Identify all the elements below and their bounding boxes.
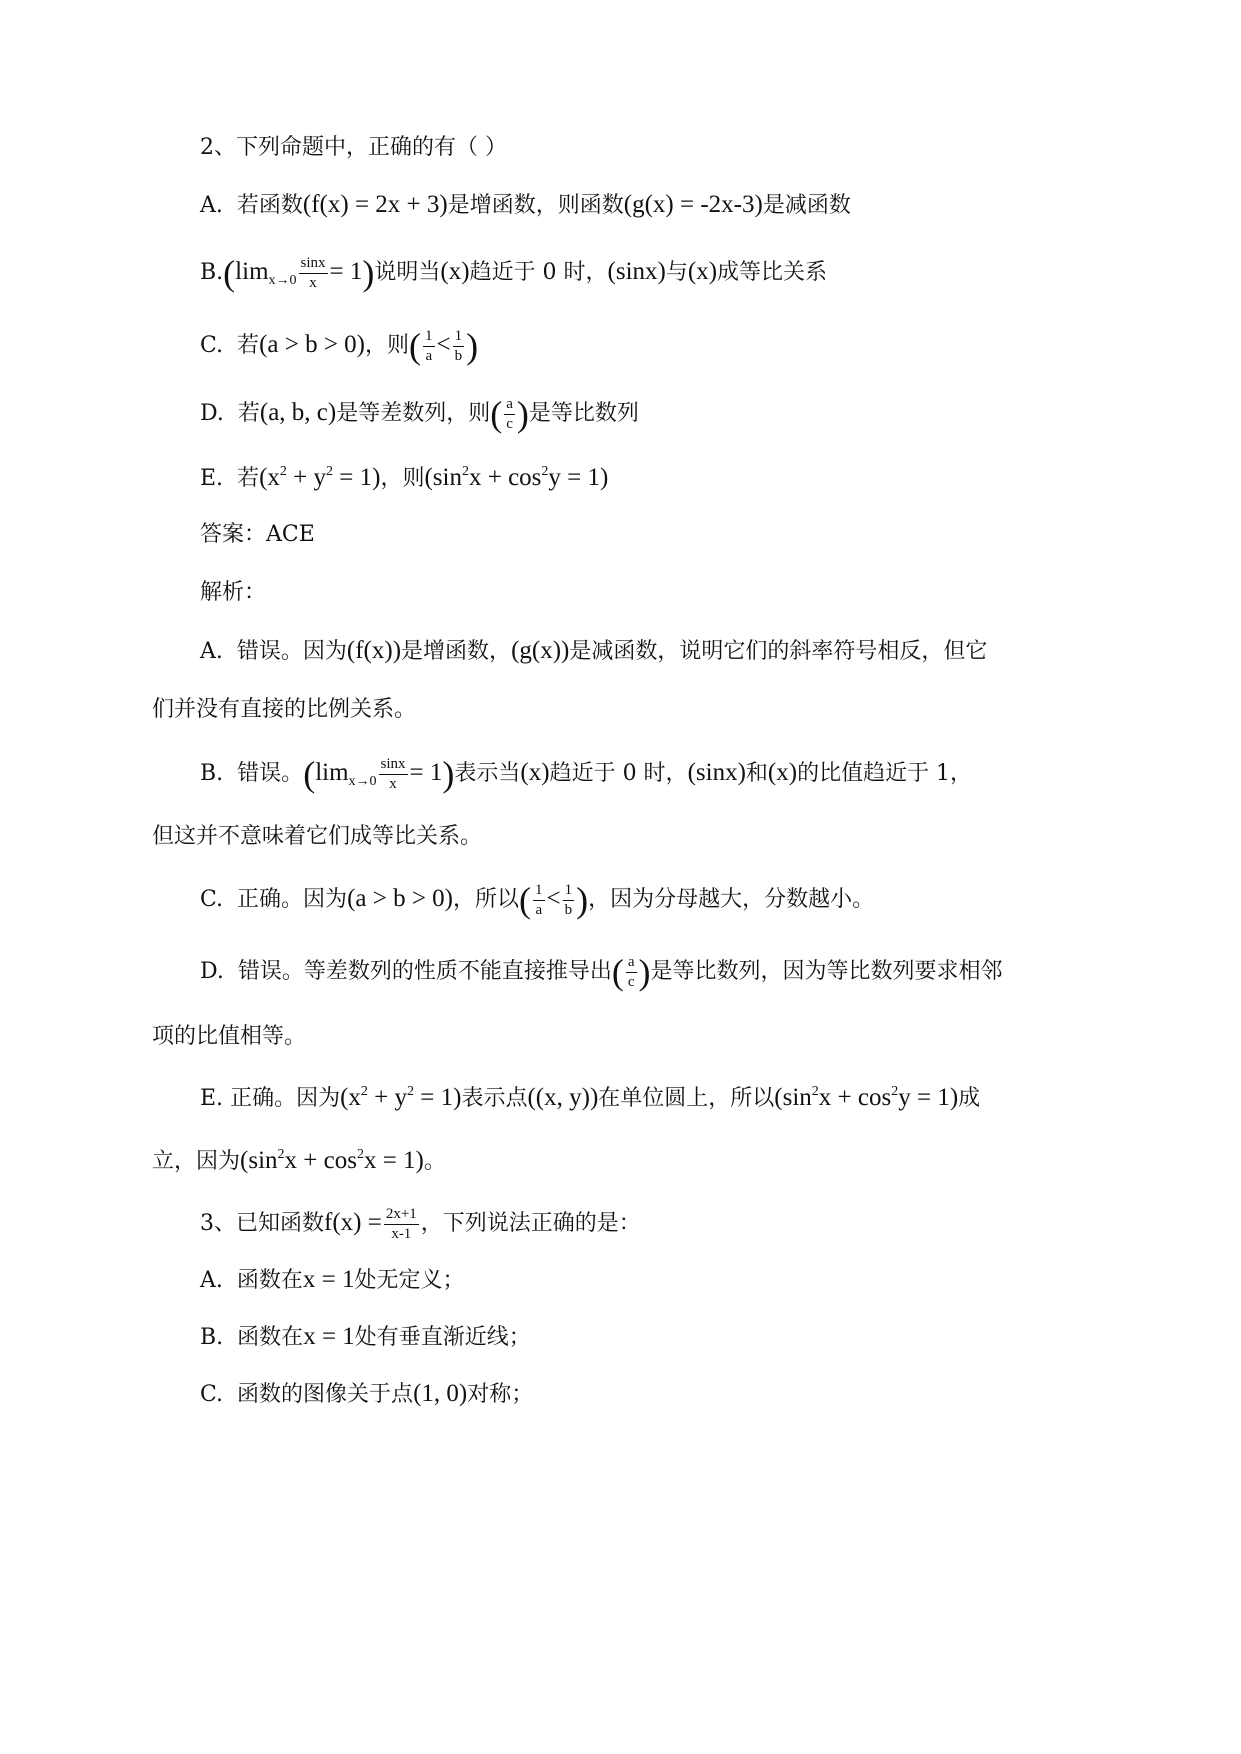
analysis-e-line1: E. 正确。因为$(x^2 + y^2 = 1)$表示点((x, y))在单位圆上，所以$(\sin^2x + \cos^2y = 1)$成	[200, 1084, 981, 1111]
one-over-b-fraction: $\frac{1}{b}$	[454, 327, 463, 364]
q2-stem: 2、下列命题中，正确的有（ ）	[200, 135, 507, 160]
a-over-c-fraction: $\frac{a}{c}$	[506, 395, 513, 432]
q2-option-b: $B.(\lim_{x\to 0}$ $\frac{\sin x}{x}$ = 1)说明当(x)趋近于 0 时，(sinx)与(x)成等比关系	[200, 253, 828, 293]
analysis-d-line1: D. 错误。等差数列的性质不能直接推导出( $\frac{a}{c}$ )是等比数列，因为等比数列要求相邻	[200, 952, 1003, 992]
q2-option-c: C. 若(a > b > 0)，则( $\frac{1}{a}$ < $\frac{1}{b}$ )	[200, 326, 479, 366]
q2-option-d: D. 若(a, b, c)是等差数列，则( $\frac{a}{c}$ )是等比数列	[200, 394, 639, 434]
analysis-a-line1: A. 错误。因为(f(x))是增函数，(g(x))是减函数，说明它们的斜率符号相反，但它	[200, 637, 988, 664]
analysis-b-line2: 但这并不意味着它们成等比关系。	[152, 824, 483, 849]
function-fraction: $\frac{2x+1}{x-1}$	[385, 1205, 417, 1242]
analysis-b-line1: B. 错误。($\lim_{x\to 0}$ $\frac{\sin x}{x}$ = 1)表示当(x)趋近于 0 时，(sinx)和(x)的比值趋近于 1，	[200, 754, 973, 794]
q2-option-e: E. 若$(x^2 + y^2 = 1)$，则$(\sin^2x + \cos^2y = 1)$	[200, 464, 609, 491]
answer-line: 答案：ACE	[200, 522, 315, 547]
q3-option-a: A. 函数在x = 1处无定义；	[200, 1266, 465, 1293]
q3-option-b: B. 函数在x = 1处有垂直渐近线；	[200, 1323, 531, 1350]
a-over-c-fraction: $\frac{a}{c}$	[627, 953, 635, 990]
one-over-a-fraction: $\frac{1}{a}$	[535, 881, 543, 918]
analysis-e-line2: 立，因为$(\sin^2x + \cos^2x = 1)$。	[152, 1147, 446, 1174]
analysis-a-line2: 们并没有直接的比例关系。	[152, 697, 417, 722]
sinx-over-x-fraction: $\frac{\sin x}{x}$	[380, 755, 406, 792]
analysis-heading: 解析：	[200, 580, 267, 605]
analysis-c-line: C. 正确。因为(a > b > 0)，所以( $\frac{1}{a}$ < $\frac{1}{b}$ )，因为分母越大，分数越小。	[200, 880, 875, 920]
one-over-b-fraction: $\frac{1}{b}$	[564, 881, 573, 918]
q2-option-a: A. 若函数(f(x) = 2x + 3)是增函数，则函数(g(x) = -2x-3)是减函数	[200, 191, 851, 218]
sinx-over-x-fraction: $\frac{\sin x}{x}$	[300, 254, 326, 291]
q3-stem: 3、已知函数f(x) = $\frac{2x+1}{x-1}$ ，下列说法正确的是：	[200, 1205, 641, 1242]
q3-option-c: C. 函数的图像关于点(1, 0)对称；	[200, 1380, 534, 1407]
one-over-a-fraction: $\frac{1}{a}$	[425, 327, 433, 364]
analysis-d-line2: 项的比值相等。	[152, 1024, 307, 1049]
